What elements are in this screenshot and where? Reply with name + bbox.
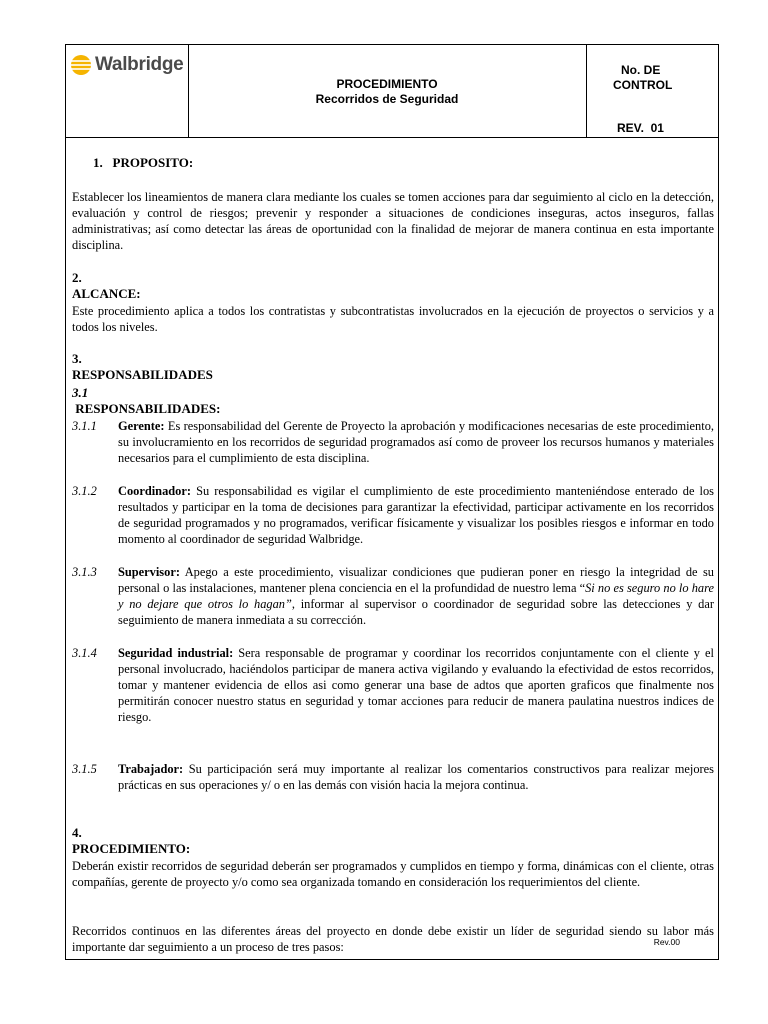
section-2-text: Este procedimiento aplica a todos los contratistas y subcontratistas involucrados en la ejecución de proyectos o servicios y a todos los niveles. (72, 304, 714, 334)
list-item (118, 645, 714, 725)
section-3-1-title (72, 385, 220, 417)
item-text-continued: , informar al supervisor o coordinador de seguridad sobre las detecciones y dar seguimiento de manera inmediata a su corrección. (118, 597, 714, 627)
list-item (118, 483, 714, 547)
section-4-title: 4. PROCEDIMIENTO: (72, 825, 191, 856)
item-number: 3.1.3 (72, 565, 97, 579)
item-heading: Coordinador: (118, 484, 191, 498)
item-heading: Gerente: (118, 419, 165, 433)
item-text: Apego a este procedimiento, visualizar condiciones que pudieran poner en riesgo la integridad de su personal o las instalaciones, mantener plena conciencia en el la profundidad de nuestro lema “ (118, 565, 714, 595)
section-3-title: 3. RESPONSABILIDADES (72, 351, 213, 382)
footer-revision: Rev.00 (653, 937, 680, 947)
section-4-text-2: Recorridos continuos en las diferentes áreas del proyecto en donde debe existir un líder de seguridad siendo su labor más importante dar seguimiento a un proceso de tres pasos: (72, 924, 714, 954)
list-item (118, 564, 714, 628)
section-3-1-number: 3.1 (72, 385, 89, 400)
control-label-1: No. DE (621, 63, 661, 77)
item-text: Sera responsable de programar y coordinar los recorridos conjuntamente con el cliente y el personal involucrado, haciéndolos participar de manera activa vigilando y evaluando la efectividad de estos recorridos, tomar y mantener evidencia de ellos asi como generar una base de adtos que aporten graficos que finalmente nos permitirán conocer nuestro status en seguridad y tomar acciones para reducir de manera paulatina nuestros indices de riesgo. (118, 646, 714, 724)
section-2-title: 2. ALCANCE: (72, 270, 141, 301)
sun-icon (70, 54, 92, 76)
item-text: Su participación será muy importante al realizar los comentarios constructivos para realizar mejores prácticas en sus operaciones y/ o en las demás con visión hacia la mejora continua. (118, 762, 714, 792)
section-4-text-1: Deberán existir recorridos de seguridad deberán ser programados y cumplidos en tiempo y forma, dinámicas con el cliente, otras compañías, gerente de proyecto y/o como sea organizada tomando en consideración los requerimientos del cliente. (72, 859, 714, 889)
list-item (118, 761, 714, 793)
item-heading: Supervisor: (118, 565, 180, 579)
doc-title: Recorridos de Seguridad (315, 92, 459, 106)
item-text: Su responsabilidad es vigilar el cumplimiento de este procedimiento manteniéndose enterado de los resultados y participar en la toma de decisiones para garantizar la efectividad, participar activamente en los recorridos de seguridad programados y no programados, verificar físicamente y visualizar los posibles riesgos e informar en todo momento al coordinador de seguridad Walbridge. (118, 484, 714, 546)
title-cell (188, 45, 587, 137)
list-item (118, 418, 714, 466)
section-3-1-label: RESPONSABILIDADES: (72, 401, 221, 416)
document-header (66, 45, 718, 138)
item-number: 3.1.2 (72, 484, 97, 498)
section-1-title: 1. PROPOSITO: (93, 155, 194, 170)
item-heading: Trabajador: (118, 762, 184, 776)
item-number: 3.1.1 (72, 419, 97, 433)
logo-cell (66, 45, 189, 137)
item-quote: Si no es seguro no lo hare y no dejare que otros lo hagan” (118, 581, 714, 611)
item-heading: Seguridad industrial: (118, 646, 234, 660)
control-label-2: CONTROL (613, 78, 673, 92)
item-number: 3.1.5 (72, 762, 97, 776)
logo-text: Walbridge (95, 54, 184, 75)
doc-type: PROCEDIMIENTO (336, 77, 438, 91)
item-number: 3.1.4 (72, 646, 97, 660)
walbridge-logo (70, 54, 183, 76)
item-text: Es responsabilidad del Gerente de Proyecto la aprobación y modificaciones necesarias de este procedimiento, su involucramiento en los recorridos de seguridad programados así como de proveer los recursos humanos y materiales necesarios para el cumplimiento de esta disciplina. (118, 419, 714, 465)
document-page (65, 44, 719, 960)
control-cell (586, 45, 718, 137)
section-1-text: Establecer los lineamientos de manera clara mediante los cuales se tomen acciones para dar seguimiento al ciclo en la detección, evaluación y control de riesgos; prevenir y responder a situaciones de condiciones inseguras, actos inseguros, fallas administrativas; así como detectar las áreas de oportunidad con la finalidad de mejorar de manera continua en esta importante disciplina. (72, 190, 714, 252)
revision-label: REV. 01 (617, 121, 664, 135)
